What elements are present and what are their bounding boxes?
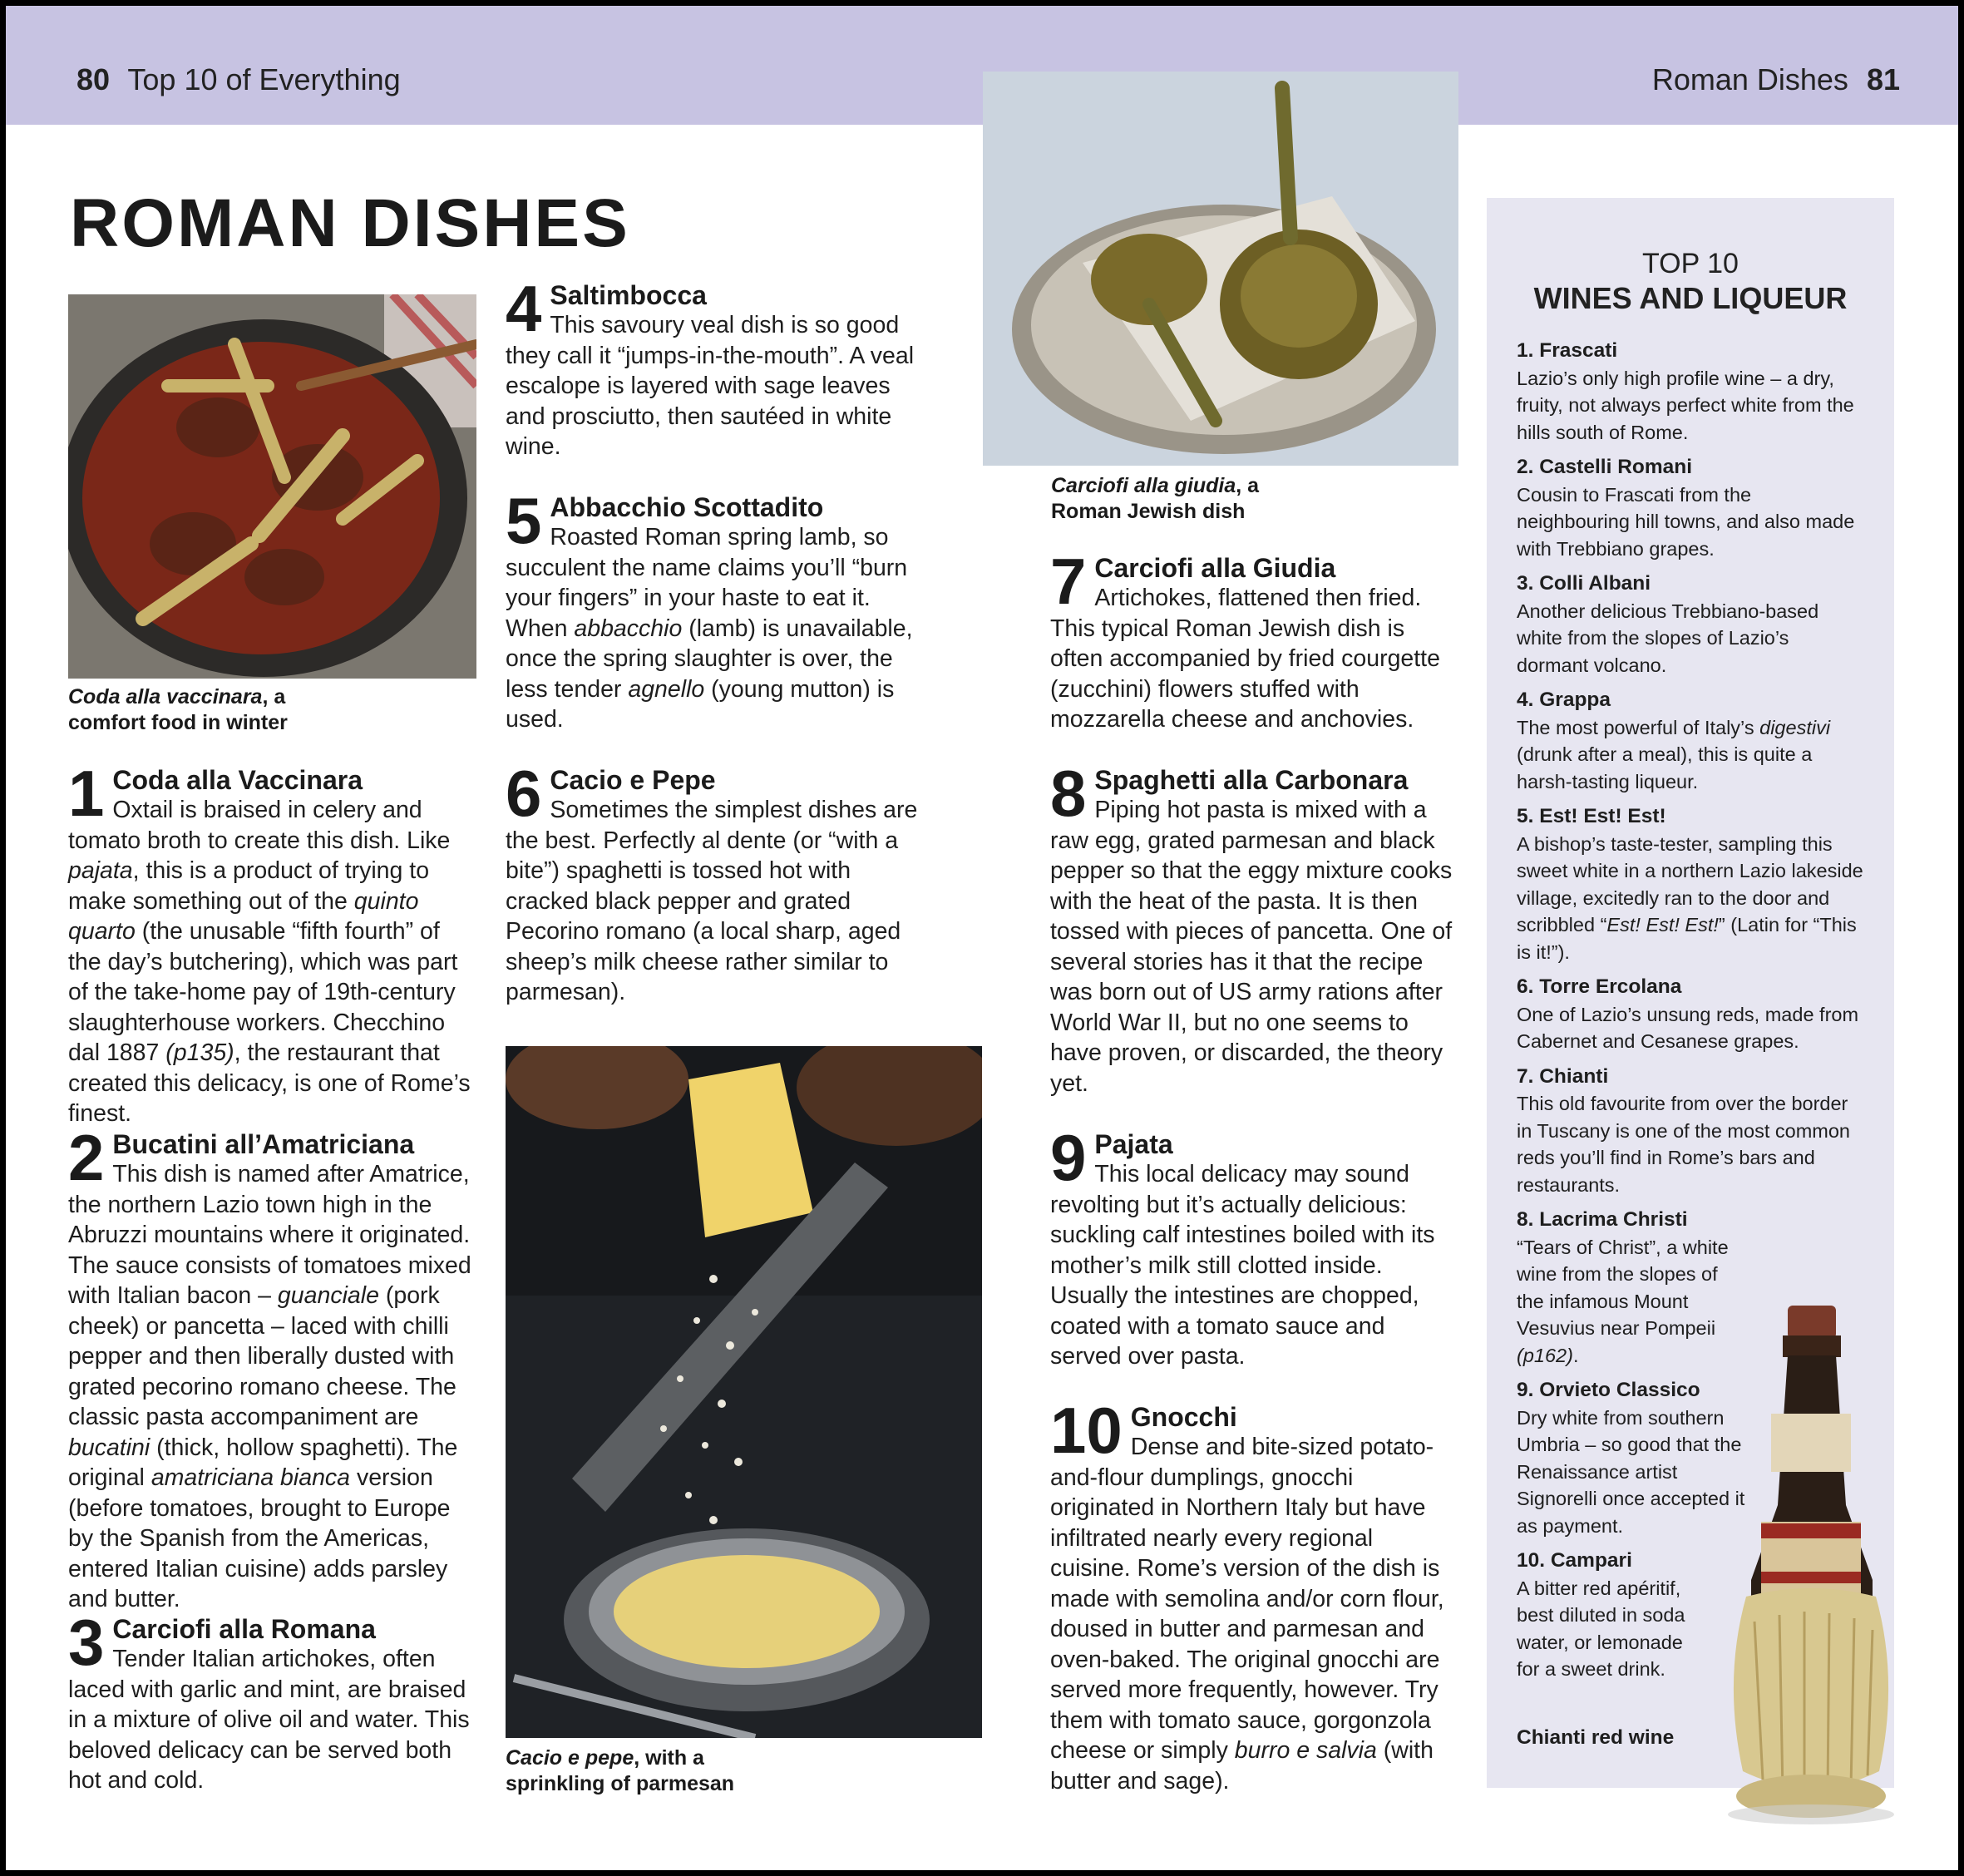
sidebar-item-body xyxy=(1517,600,1818,676)
entry-3 xyxy=(68,1606,479,1796)
sidebar-item-body xyxy=(1517,1004,1858,1053)
left-running-head: Top 10 of Everything xyxy=(127,62,401,96)
page-title: ROMAN DISHES xyxy=(70,185,630,261)
right-page-number: 81 xyxy=(1866,62,1900,96)
entry-7 xyxy=(1050,545,1458,735)
sidebar-item xyxy=(1517,1064,1866,1199)
sidebar-item xyxy=(1517,803,1866,965)
text-run: , the restaurant that created this delicacy, is one of Rome’s finest. xyxy=(68,1039,471,1127)
entry-2 xyxy=(68,1121,479,1615)
coda-photo xyxy=(68,294,476,679)
entry-4 xyxy=(506,272,925,462)
cacio-caption-text: , with a sprinkling of parmesan xyxy=(506,1746,735,1795)
entry-body xyxy=(1050,583,1458,735)
text-run: Piping hot pasta is mixed with a raw egg, grated parmesan and black pepper so that the eggy mixture cooks with the heat of the pasta. It is then tossed with pieces of pancetta. One of several stories has it that the recipe was born out of US army rations after World War II, but no one seems to have proven, or discarded, the theory yet. xyxy=(1050,797,1453,1097)
text-run: The most powerful of Italy’s xyxy=(1517,716,1760,738)
entry-body xyxy=(506,522,925,735)
entry-number: 5 xyxy=(506,484,542,557)
sidebar-item-body xyxy=(1517,368,1854,443)
entry-heading: Gnocchi xyxy=(1130,1402,1237,1432)
entry-heading: Coda alla Vaccinara xyxy=(112,765,363,795)
text-run: (with butter and sage). xyxy=(1050,1737,1434,1795)
text-run: (lamb) is unavailable, once the spring slaughter is over, the less tender xyxy=(506,615,913,703)
sidebar-item-heading: 8. Lacrima Christi xyxy=(1517,1208,1688,1231)
italic-text: burro e salvia xyxy=(1234,1737,1377,1764)
text-run: Roasted Roman spring lamb, so succulent the name claims you’ll “burn your fingers” in your haste to eat it. When xyxy=(506,524,908,642)
entry-heading: Carciofi alla Romana xyxy=(112,1614,376,1644)
text-run: Tender Italian artichokes, often laced with garlic and mint, are braised in a mixture of olive oil and water. This beloved delicacy can be served both hot and cold. xyxy=(68,1646,470,1794)
sidebar-item-heading: 3. Colli Albani xyxy=(1517,572,1651,595)
coda-caption-text: , a comfort food in winter xyxy=(68,685,288,734)
text-run: Another delicious Trebbiano-based white from the slopes of Lazio’s dormant volcano. xyxy=(1517,600,1819,676)
sidebar-item xyxy=(1517,570,1866,679)
italic-text: amatriciana bianca xyxy=(151,1464,351,1491)
text-run: This savoury veal dish is so good they call it “jumps-in-the-mouth”. A veal escalope is layered with sage leaves and prosciutto, then sautéed in white wine. xyxy=(506,312,915,460)
entry-body xyxy=(1050,1432,1458,1796)
text-run: Dry white from southern Umbria – so good that the Renaissance artist Signorelli once accepted it as payment. xyxy=(1517,1406,1745,1537)
italic-text: (p162) xyxy=(1517,1344,1573,1366)
entry-body xyxy=(506,795,925,1008)
text-run: (thick, hollow spaghetti). The original xyxy=(68,1434,458,1491)
sidebar-item-heading: 5. Est! Est! Est! xyxy=(1517,805,1666,827)
entry-5 xyxy=(506,484,925,735)
italic-text: Est! Est! Est! xyxy=(1606,914,1719,936)
text-run: (pork cheek) or pancetta – laced with chilli pepper and then liberally dusted with grated pecorino romano cheese. The classic pasta accompaniment are xyxy=(68,1282,456,1430)
carciofi-caption-italic: Carciofi alla giudia xyxy=(1051,474,1236,497)
italic-text: abbacchio xyxy=(574,615,683,642)
entry-body xyxy=(1050,1159,1458,1372)
text-run: (the unusable “fifth fourth” of the day’s butchering), which was part of the take-home pay of 19th-century slaughterhouse workers. Checchino dal 1887 xyxy=(68,918,458,1066)
cacio-photo xyxy=(506,1046,982,1738)
text-run: Lazio’s only high profile wine – a dry, fruity, not always perfect white from the hills south of Rome. xyxy=(1517,367,1854,443)
text-run: version (before tomatoes, brought to Europe by the Spanish from the Americas, entered Italian cuisine) adds parsley and butter. xyxy=(68,1464,451,1612)
text-run: This local delicacy may sound revolting but it’s actually delicious: suckling calf intestines boiled with its mother’s milk still clotted inside. Usually the intestines are chopped, coated with a tomato sauce and served over pasta. xyxy=(1050,1161,1435,1370)
sidebar-title: WINES AND LIQUEUR xyxy=(1533,281,1848,315)
entry-body xyxy=(1050,795,1458,1098)
sidebar-item-body xyxy=(1517,1577,1685,1681)
right-running-head: Roman Dishes xyxy=(1651,62,1848,96)
entry-number: 4 xyxy=(506,272,542,345)
italic-text: guanciale xyxy=(277,1282,379,1309)
italic-text: quinto quarto xyxy=(68,887,419,945)
text-run: ” (Latin for “This is it!”). xyxy=(1517,914,1857,963)
entry-number: 3 xyxy=(68,1606,105,1679)
entry-number: 9 xyxy=(1050,1121,1087,1194)
right-folio xyxy=(1652,58,1910,101)
entry-number: 7 xyxy=(1050,545,1087,618)
sidebar-item-body xyxy=(1517,1237,1729,1366)
text-run: A bitter red apéritif, best diluted in soda water, or lemonade for a sweet drink. xyxy=(1517,1577,1685,1680)
text-run: Sometimes the simplest dishes are the best. Perfectly al dente (or “with a bite”) spaghetti is tossed hot with cracked black pepper and grated Pecorino romano (a local sharp, aged sheep’s milk cheese rather similar to parmesan). xyxy=(506,797,918,1005)
sidebar-item-heading: 6. Torre Ercolana xyxy=(1517,975,1682,998)
text-run: (young mutton) is used. xyxy=(506,675,895,733)
entry-6 xyxy=(506,757,925,1008)
sidebar-item-heading: 10. Campari xyxy=(1517,1549,1632,1572)
text-run: Dense and bite-sized potato-and-flour dumplings, gnocchi originated in Northern Italy but have infiltrated nearly every regional cuisine. Rome’s version of the dish is made with semolina and/or corn flour, doused in butter and parmesan and oven-baked. The original gnocchi are served more frequently, however. Try them with tomato sauce, gorgonzola cheese or simply xyxy=(1050,1434,1444,1764)
entry-body xyxy=(68,1159,479,1615)
text-run: “Tears of Christ”, a white wine from the slopes of the infamous Mount Vesuvius near Pompeii xyxy=(1517,1236,1729,1339)
text-run: This dish is named after Amatrice, the northern Lazio town high in the Abruzzi mountains where it originated. The sauce consists of tomatoes mixed with Italian bacon – xyxy=(68,1161,471,1309)
entry-heading: Pajata xyxy=(1094,1129,1173,1159)
text-run: Artichokes, flattened then fried. This typical Roman Jewish dish is often accompanied by fried courgette (zucchini) flowers stuffed with mozzarella cheese and anchovies. xyxy=(1050,585,1440,733)
cacio-caption xyxy=(506,1745,772,1797)
sidebar-item-heading: 2. Castelli Romani xyxy=(1517,456,1693,478)
sidebar-item xyxy=(1517,338,1866,446)
entry-number: 2 xyxy=(68,1121,105,1194)
sidebar-item-body xyxy=(1517,717,1830,792)
entry-heading: Bucatini all’Amatriciana xyxy=(112,1129,415,1159)
sidebar-item-heading: 7. Chianti xyxy=(1517,1064,1609,1088)
entry-number: 6 xyxy=(506,757,542,830)
entry-body xyxy=(68,1644,479,1796)
sidebar-item xyxy=(1517,687,1866,795)
italic-text: (p135) xyxy=(165,1039,234,1066)
sidebar-item xyxy=(1517,454,1866,562)
left-folio xyxy=(67,58,401,101)
chianti-caption: Chianti red wine xyxy=(1517,1726,1675,1749)
sidebar-item-body xyxy=(1517,1407,1744,1537)
entry-8 xyxy=(1050,757,1458,1098)
sidebar-item-body xyxy=(1517,1093,1850,1196)
sidebar-item-heading: 4. Grappa xyxy=(1517,689,1611,711)
entry-heading: Abbacchio Scottadito xyxy=(550,492,824,522)
sidebar-item-body xyxy=(1517,484,1854,560)
chianti-bottle-photo xyxy=(1721,1306,1901,1829)
sidebar-item xyxy=(1517,1207,1733,1369)
text-run: This old favourite from over the border in Tuscany is one of the most common reds you’ll find in Rome’s bars and restaurants. xyxy=(1517,1093,1850,1196)
entry-body xyxy=(506,310,925,462)
entry-body xyxy=(68,795,479,1129)
cacio-caption-italic: Cacio e pepe xyxy=(506,1746,634,1770)
entry-1 xyxy=(68,757,479,1129)
italic-text: agnello xyxy=(628,675,705,703)
text-run: . xyxy=(1572,1344,1579,1366)
entry-heading: Spaghetti alla Carbonara xyxy=(1094,765,1409,795)
entry-heading: Saltimbocca xyxy=(550,280,707,310)
carciofi-caption xyxy=(1051,473,1300,525)
sidebar-item-heading: 1. Frascati xyxy=(1517,339,1618,362)
text-run: , this is a product of trying to make something out of the xyxy=(68,857,430,915)
text-run: A bishop’s taste-tester, sampling this sweet white in a northern Lazio lakeside village, excitedly ran to the door and scribbled “ xyxy=(1517,832,1863,936)
entry-10 xyxy=(1050,1394,1458,1796)
entry-number: 10 xyxy=(1050,1394,1123,1467)
entry-9 xyxy=(1050,1121,1458,1372)
text-run: (drunk after a meal), this is quite a harsh-tasting liqueur. xyxy=(1517,743,1813,792)
coda-caption xyxy=(68,684,334,736)
entry-heading: Cacio e Pepe xyxy=(550,765,716,795)
entry-number: 1 xyxy=(68,757,105,830)
italic-text: digestivi xyxy=(1759,716,1831,738)
text-run: Cousin to Frascati from the neighbouring hill towns, and also made with Trebbiano grapes. xyxy=(1517,483,1855,560)
coda-caption-italic: Coda alla vaccinara xyxy=(68,685,263,708)
sidebar-item xyxy=(1517,974,1866,1055)
carciofi-caption-text: , a Roman Jewish dish xyxy=(1051,474,1260,523)
italic-text: bucatini xyxy=(68,1434,151,1461)
text-run: Oxtail is braised in celery and tomato broth to create this dish. Like xyxy=(68,797,451,854)
italic-text: pajata xyxy=(68,857,133,884)
sidebar-title-top: TOP 10 xyxy=(1642,248,1739,279)
left-page-number: 80 xyxy=(76,62,111,96)
sidebar-item xyxy=(1517,1377,1749,1539)
entry-heading: Carciofi alla Giudia xyxy=(1094,553,1336,583)
text-run: One of Lazio’s unsung reds, made from Cabernet and Cesanese grapes. xyxy=(1517,1003,1859,1052)
sidebar-item xyxy=(1517,1548,1708,1683)
carciofi-photo xyxy=(983,72,1458,466)
sidebar-item-heading: 9. Orvieto Classico xyxy=(1517,1379,1700,1401)
sidebar-item-body xyxy=(1517,833,1863,963)
entry-number: 8 xyxy=(1050,757,1087,830)
